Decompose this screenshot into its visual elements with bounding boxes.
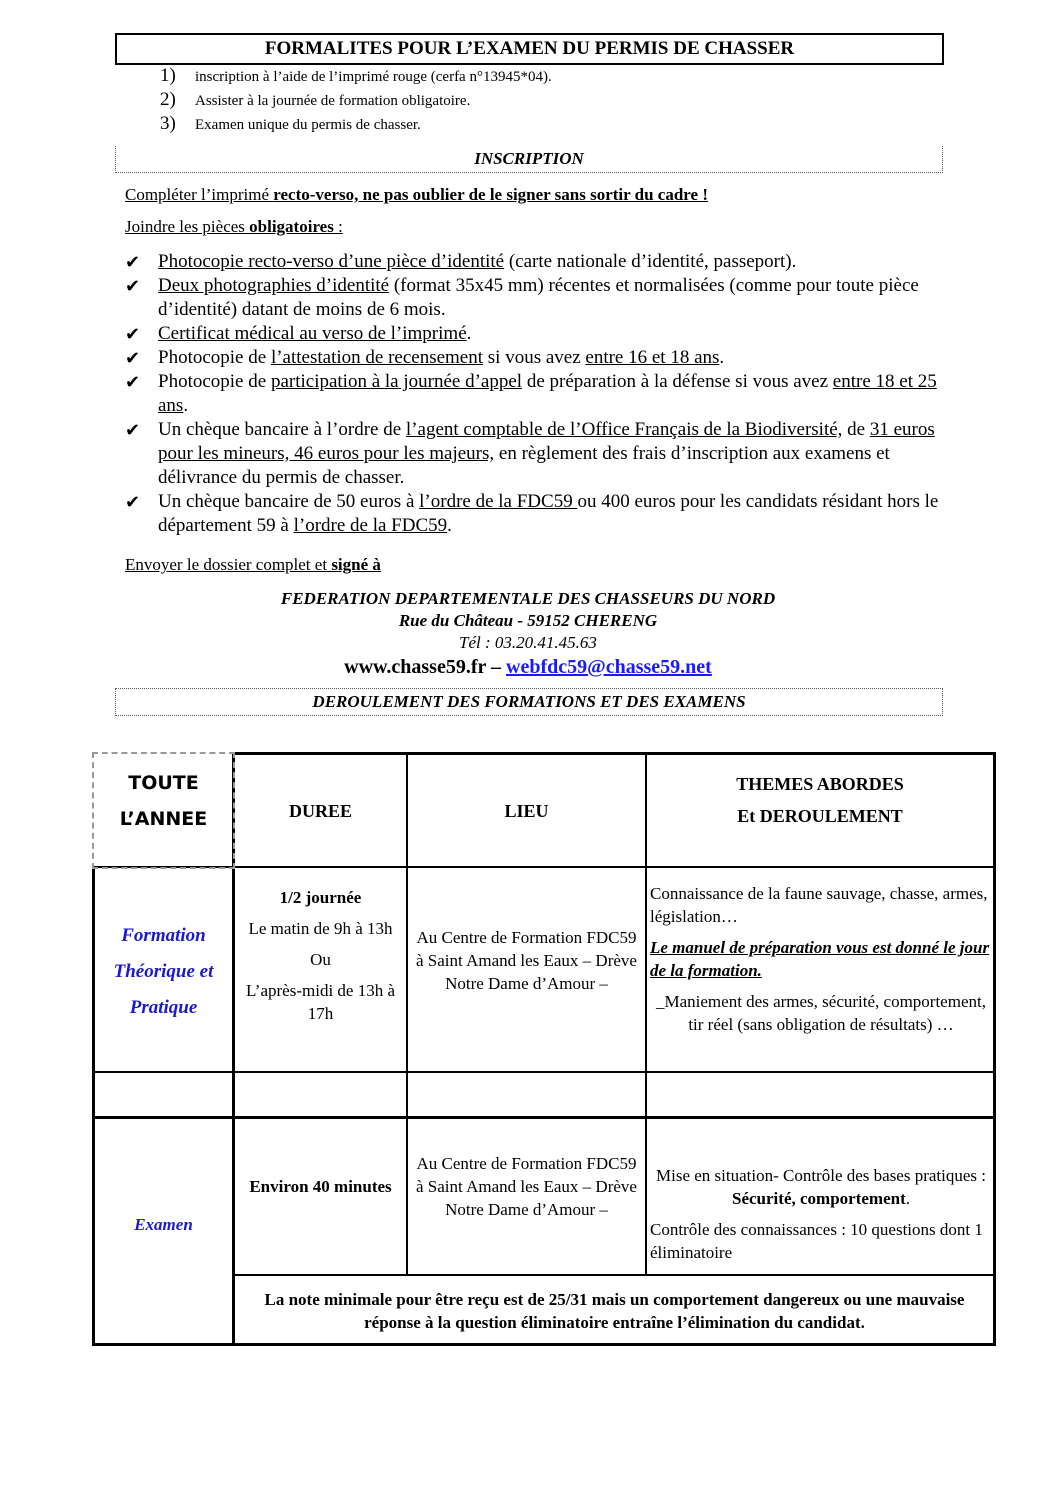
item-underlined: participation à la journée d’appel (270, 371, 523, 392)
required-documents-list (125, 250, 955, 538)
step-number: 3) (160, 113, 176, 134)
header-themes (647, 768, 993, 832)
checkmark-icon: ✔ (125, 252, 141, 272)
checkmark-icon: ✔ (125, 348, 141, 368)
item-text: . (719, 347, 725, 368)
examen-lieu: Au Centre de Formation FDC59 à Saint Amand les Eaux – Drève Notre Dame d’Amour – (416, 1154, 637, 1219)
formation-label-line: Formation (121, 925, 206, 946)
phone-number: Tél : 03.20.41.45.63 (459, 633, 597, 652)
item-text: Photocopie de (158, 347, 271, 368)
examen-note: La note minimale pour être reçu est de 25/31 mais un comportement dangereux ou une mauvaise réponse à la question éliminatoire entraîne l’élimination du candidat. (264, 1290, 965, 1332)
checkmark-icon: ✔ (125, 372, 141, 392)
step-item (160, 112, 552, 136)
examen-themes (650, 1164, 992, 1264)
list-item (125, 346, 955, 370)
list-item (125, 418, 955, 490)
item-text: Un chèque bancaire à l’ordre de (158, 419, 406, 440)
step-number: 1) (160, 65, 176, 86)
themes-manual-note: Le manuel de préparation vous est donné le jour de la formation. (650, 938, 990, 980)
formation-label (95, 918, 232, 1026)
formation-label-line: Pratique (129, 997, 198, 1018)
complete-text: Compléter l’imprimé (125, 185, 274, 204)
item-text: . (466, 323, 472, 344)
all-year-label (92, 752, 235, 869)
formation-duree (239, 886, 402, 1025)
item-text: de (842, 419, 870, 440)
organization-name: FEDERATION DEPARTEMENTALE DES CHASSEURS DU NORD (280, 589, 776, 608)
checkmark-icon: ✔ (125, 492, 141, 512)
item-text: (format 35x45 mm) récentes et normalisées (comme pour toute pièce d’identité) datant de moins de 6 mois. (158, 275, 919, 320)
address-block (115, 588, 941, 680)
email-link[interactable]: webfdc59@chasse59.net (506, 656, 712, 678)
send-emphasis: signé à (331, 555, 381, 574)
corner-line-1: TOUTE (128, 772, 199, 794)
item-text: en règlement des frais d’inscription aux examens et délivrance du permis de chasser. (158, 443, 890, 488)
list-item (125, 250, 955, 274)
duree-morning: Le matin de 9h à 13h (248, 919, 393, 938)
join-colon: : (333, 217, 343, 236)
step-text: inscription à l’aide de l’imprimé rouge (cerfa n°13945*04). (195, 69, 552, 85)
item-underlined: Deux photographies d’identité (158, 275, 390, 296)
inscription-heading: INSCRIPTION (115, 146, 943, 173)
step-text: Assister à la journée de formation obligatoire. (195, 93, 471, 109)
join-emphasis: obligatoires (249, 217, 334, 236)
checkmark-icon: ✔ (125, 276, 141, 296)
header-themes-line-2: Et DEROULEMENT (737, 806, 903, 826)
themes-practical-check (650, 1164, 992, 1210)
practical-text: Mise en situation- Contrôle des bases pratiques : (655, 1166, 987, 1185)
item-text: si vous avez (483, 347, 586, 368)
step-item (160, 88, 552, 112)
duree-title: 1/2 journée (279, 888, 362, 907)
list-item (125, 490, 955, 538)
item-underlined: l’ordre de la FDC59 (293, 515, 448, 536)
themes-practice: _Maniement des armes, sécurité, comportement, tir réel (sans obligation de résultats) … (656, 992, 986, 1034)
web-contact (115, 654, 941, 680)
item-underlined: 31 euros pour les mineurs, 46 euros pour les majeurs, (158, 419, 935, 464)
send-instruction (125, 555, 381, 575)
complete-emphasis: recto-verso, ne pas oublier de le signer sans sortir du cadre ! (273, 185, 708, 204)
practical-end: . (905, 1189, 910, 1208)
corner-line-2: L’ANNEE (119, 808, 208, 830)
item-text: de préparation à la défense si vous avez (522, 371, 833, 392)
street-address: Rue du Château - 59152 CHERENG (398, 611, 658, 630)
item-text: . (447, 515, 452, 536)
formation-themes (650, 882, 992, 1036)
steps-list (160, 64, 552, 136)
deroulement-heading: DEROULEMENT DES FORMATIONS ET DES EXAMENS (115, 688, 943, 716)
item-underlined: Certificat médical au verso de l’imprimé (158, 323, 467, 344)
examen-duree: Environ 40 minutes (249, 1177, 392, 1196)
themes-knowledge: Connaissance de la faune sauvage, chasse, armes, législation… (650, 884, 988, 926)
list-item (125, 370, 955, 418)
step-text: Examen unique du permis de chasser. (195, 117, 421, 133)
schedule-table (92, 752, 996, 1346)
duree-or: Ou (310, 950, 331, 969)
themes-knowledge-check: Contrôle des connaissances : 10 questions dont 1 éliminatoire (650, 1220, 983, 1262)
item-text: Un chèque bancaire de 50 euros à (158, 491, 420, 512)
step-number: 2) (160, 89, 176, 110)
checkmark-icon: ✔ (125, 420, 141, 440)
complete-instruction (125, 185, 708, 205)
item-underlined: Photocopie recto-verso d’une pièce d’identité (158, 251, 505, 272)
send-text: Envoyer le dossier complet et (125, 555, 332, 574)
item-text: . (183, 395, 189, 416)
list-item (125, 274, 955, 322)
examen-label: Examen (134, 1215, 193, 1234)
website-link[interactable]: www.chasse59.fr – (344, 656, 507, 678)
item-text: Photocopie de (158, 371, 271, 392)
item-underlined: l’attestation de recensement (270, 347, 484, 368)
duree-afternoon: L’après-midi de 13h à 17h (245, 981, 396, 1023)
header-themes-line-1: THEMES ABORDES (736, 774, 904, 794)
list-item (125, 322, 955, 346)
practical-emphasis: Sécurité, comportement (732, 1189, 906, 1208)
step-item (160, 64, 552, 88)
header-duree: DUREE (288, 801, 352, 821)
header-lieu: LIEU (504, 801, 549, 821)
formation-lieu: Au Centre de Formation FDC59 à Saint Amand les Eaux – Drève Notre Dame d’Amour – (416, 928, 637, 993)
item-text: ou 400 euros pour les candidats résidant hors le département 59 à (158, 491, 939, 536)
formation-label-line: Théorique et (113, 961, 214, 982)
item-underlined: entre 16 et 18 ans (585, 347, 720, 368)
checkmark-icon: ✔ (125, 324, 141, 344)
item-underlined: l’agent comptable de l’Office Français de la Biodiversité, (405, 419, 843, 440)
item-text: (carte nationale d’identité, passeport). (504, 251, 797, 272)
item-underlined: entre 18 et 25 ans (158, 371, 937, 416)
page-title: FORMALITES POUR L’EXAMEN DU PERMIS DE CHASSER (115, 33, 944, 65)
item-underlined: l’ordre de la FDC59 (419, 491, 578, 512)
join-text: Joindre les pièces (125, 217, 250, 236)
join-instruction (125, 217, 343, 237)
